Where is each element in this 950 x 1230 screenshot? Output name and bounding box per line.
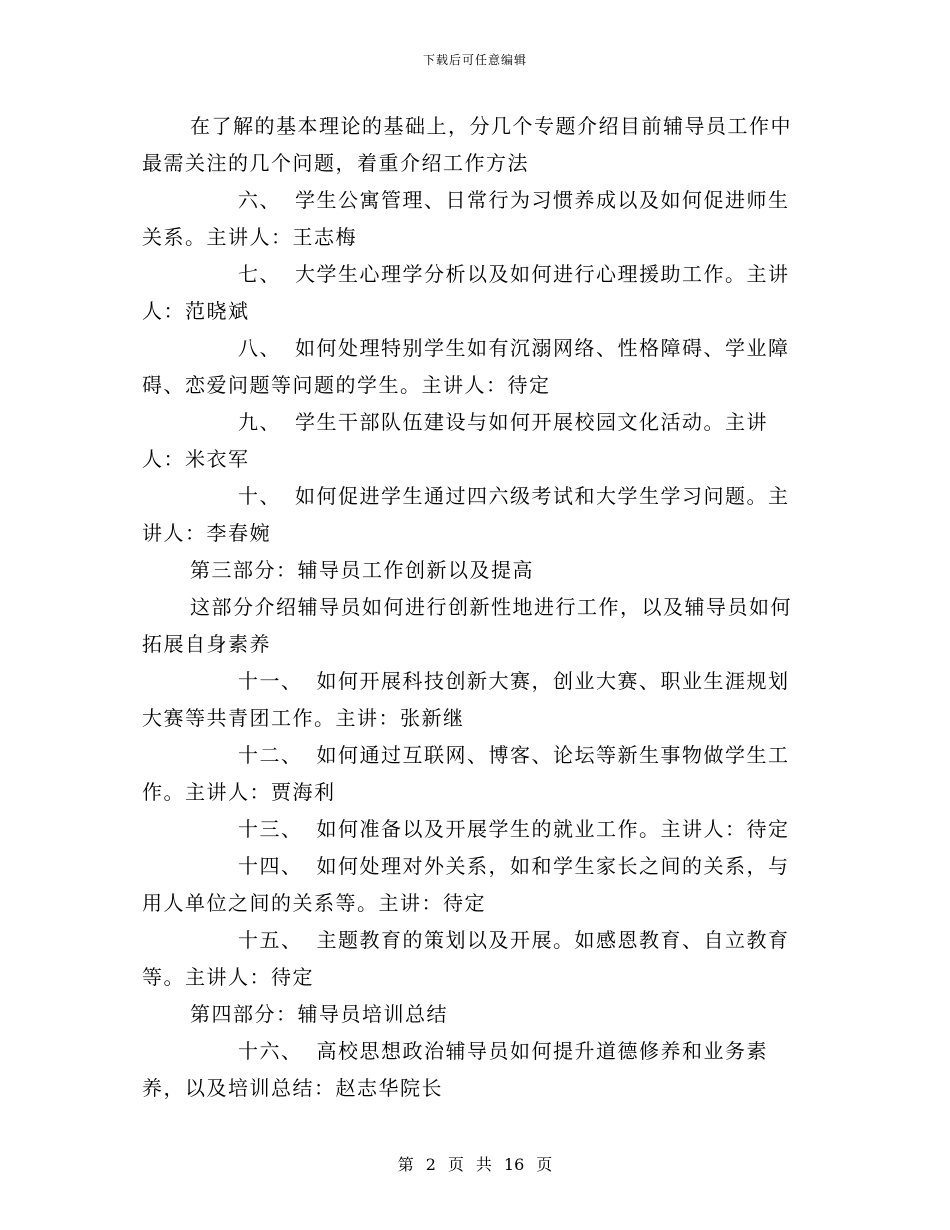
list-item [142, 330, 808, 404]
section-heading [142, 996, 808, 1033]
item-number: 十、 [238, 484, 281, 508]
item-text: 主题教育的策划以及开展。如感恩教育、自立教育等。主讲人：待定 [142, 928, 790, 989]
list-item [142, 256, 808, 330]
paragraph [142, 108, 808, 182]
paragraph-text: 这部分介绍辅导员如何进行创新性地进行工作，以及辅导员如何拓展自身素养 [142, 595, 792, 656]
item-number: 十六、 [238, 1039, 303, 1063]
item-number: 十三、 [238, 817, 303, 841]
total-suffix: 页 [536, 1155, 553, 1174]
item-text: 如何处理对外关系，如和学生家长之间的关系，与用人单位之间的关系等。主讲：待定 [142, 854, 790, 915]
paragraph [142, 589, 808, 663]
item-text: 如何处理特别学生如有沉溺网络、性格障碍、学业障碍、恋爱问题等问题的学生。主讲人：待定 [142, 336, 790, 397]
section-heading [142, 552, 808, 589]
paragraph-text: 在了解的基本理论的基础上，分几个专题介绍目前辅导员工作中最需关注的几个问题，着重介绍工作方法 [142, 114, 792, 175]
list-item [142, 848, 808, 922]
list-item [142, 811, 808, 848]
item-text: 如何开展科技创新大赛，创业大赛、职业生涯规划大赛等共青团工作。主讲：张新继 [142, 669, 790, 730]
page-total: 16 [503, 1155, 525, 1174]
list-item [142, 404, 808, 478]
item-number: 七、 [238, 262, 281, 286]
page-header: 下载后可任意编辑 [422, 53, 527, 67]
item-text: 学生干部队伍建设与如何开展校园文化活动。主讲人：米衣军 [142, 410, 768, 471]
item-text: 如何促进学生通过四六级考试和大学生学习问题。主讲人：李春婉 [142, 484, 790, 545]
document-body [142, 108, 808, 1107]
item-number: 十一、 [238, 669, 303, 693]
item-number: 九、 [238, 410, 281, 434]
item-number: 六、 [238, 188, 281, 212]
item-text: 高校思想政治辅导员如何提升道德修养和业务素养，以及培训总结：赵志华院长 [142, 1039, 768, 1100]
item-number: 十二、 [238, 743, 303, 767]
page-footer [0, 1155, 950, 1175]
item-text: 大学生心理学分析以及如何进行心理援助工作。主讲人：范晓斌 [142, 262, 790, 323]
page-current: 2 [425, 1155, 436, 1174]
item-number: 十四、 [238, 854, 303, 878]
item-number: 十五、 [238, 928, 303, 952]
item-number: 八、 [238, 336, 281, 360]
list-item [142, 182, 808, 256]
section-heading-text: 第四部分：辅导员培训总结 [190, 1002, 448, 1026]
item-text: 学生公寓管理、日常行为习惯养成以及如何促进师生关系。主讲人：王志梅 [142, 188, 790, 249]
item-text: 如何通过互联网、博客、论坛等新生事物做学生工作。主讲人：贾海利 [142, 743, 790, 804]
list-item [142, 922, 808, 996]
page-label: 第 [397, 1155, 414, 1174]
section-heading-text: 第三部分：辅导员工作创新以及提高 [190, 558, 534, 582]
list-item [142, 737, 808, 811]
page-mid-label: 页 [447, 1155, 464, 1174]
list-item [142, 478, 808, 552]
list-item [142, 1033, 808, 1107]
total-label: 共 [475, 1155, 492, 1174]
item-text: 如何准备以及开展学生的就业工作。主讲人：待定 [316, 817, 790, 841]
list-item [142, 663, 808, 737]
